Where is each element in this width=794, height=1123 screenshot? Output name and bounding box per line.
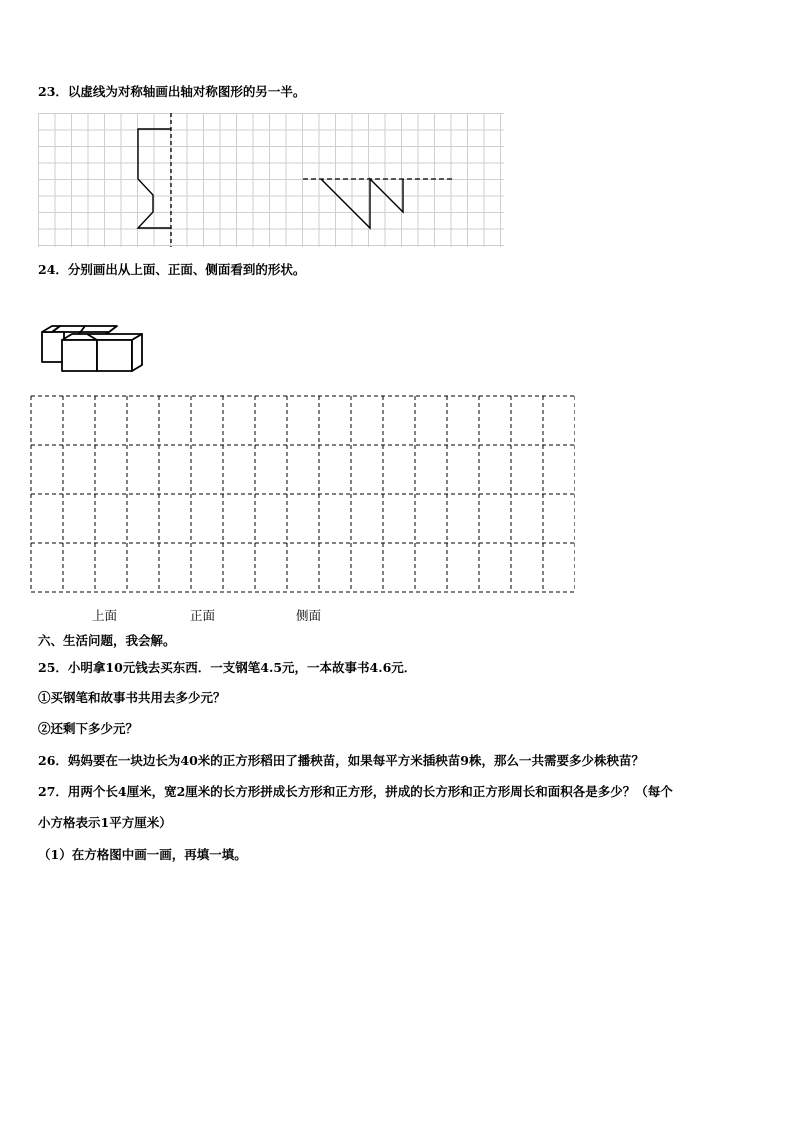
view-drawing-grid — [30, 395, 575, 593]
label-side-view: 侧面 — [296, 608, 322, 623]
label-top-view: 上面 — [92, 608, 118, 623]
question-26-text: 26．妈妈要在一块边长为40米的正方形稻田了播秧苗，如果每平方米插秧苗9株，那么一共需要多少株秧苗？ — [38, 753, 644, 768]
half-figure-right — [321, 179, 403, 228]
question-24-text: 24．分别画出从上面、正面、侧面看到的形状。 — [38, 262, 306, 277]
question-27-sub1: （1）在方格图中画一画，再填一填。 — [38, 847, 247, 862]
symmetry-grid — [38, 113, 504, 247]
question-27-text-line1: 27．用两个长4厘米，宽2厘米的长方形拼成长方形和正方形，拼成的长方形和正方形周长和面积各是多少？（每个 — [38, 784, 673, 799]
question-25-sub2: ②还剩下多少元？ — [38, 721, 139, 736]
section-6-title: 六、生活问题，我会解。 — [38, 633, 176, 648]
question-25-text: 25．小明拿10元钱去买东西．一支钢笔4.5元，一本故事书4.6元． — [38, 660, 417, 675]
question-27-text-line2: 小方格表示1平方厘米） — [38, 815, 172, 830]
label-front-view: 正面 — [190, 608, 216, 623]
question-23-text: 23．以虚线为对称轴画出轴对称图形的另一半。 — [38, 84, 306, 99]
question-25-sub1: ①买钢笔和故事书共用去多少元？ — [38, 690, 226, 705]
cube-figure — [40, 322, 144, 374]
